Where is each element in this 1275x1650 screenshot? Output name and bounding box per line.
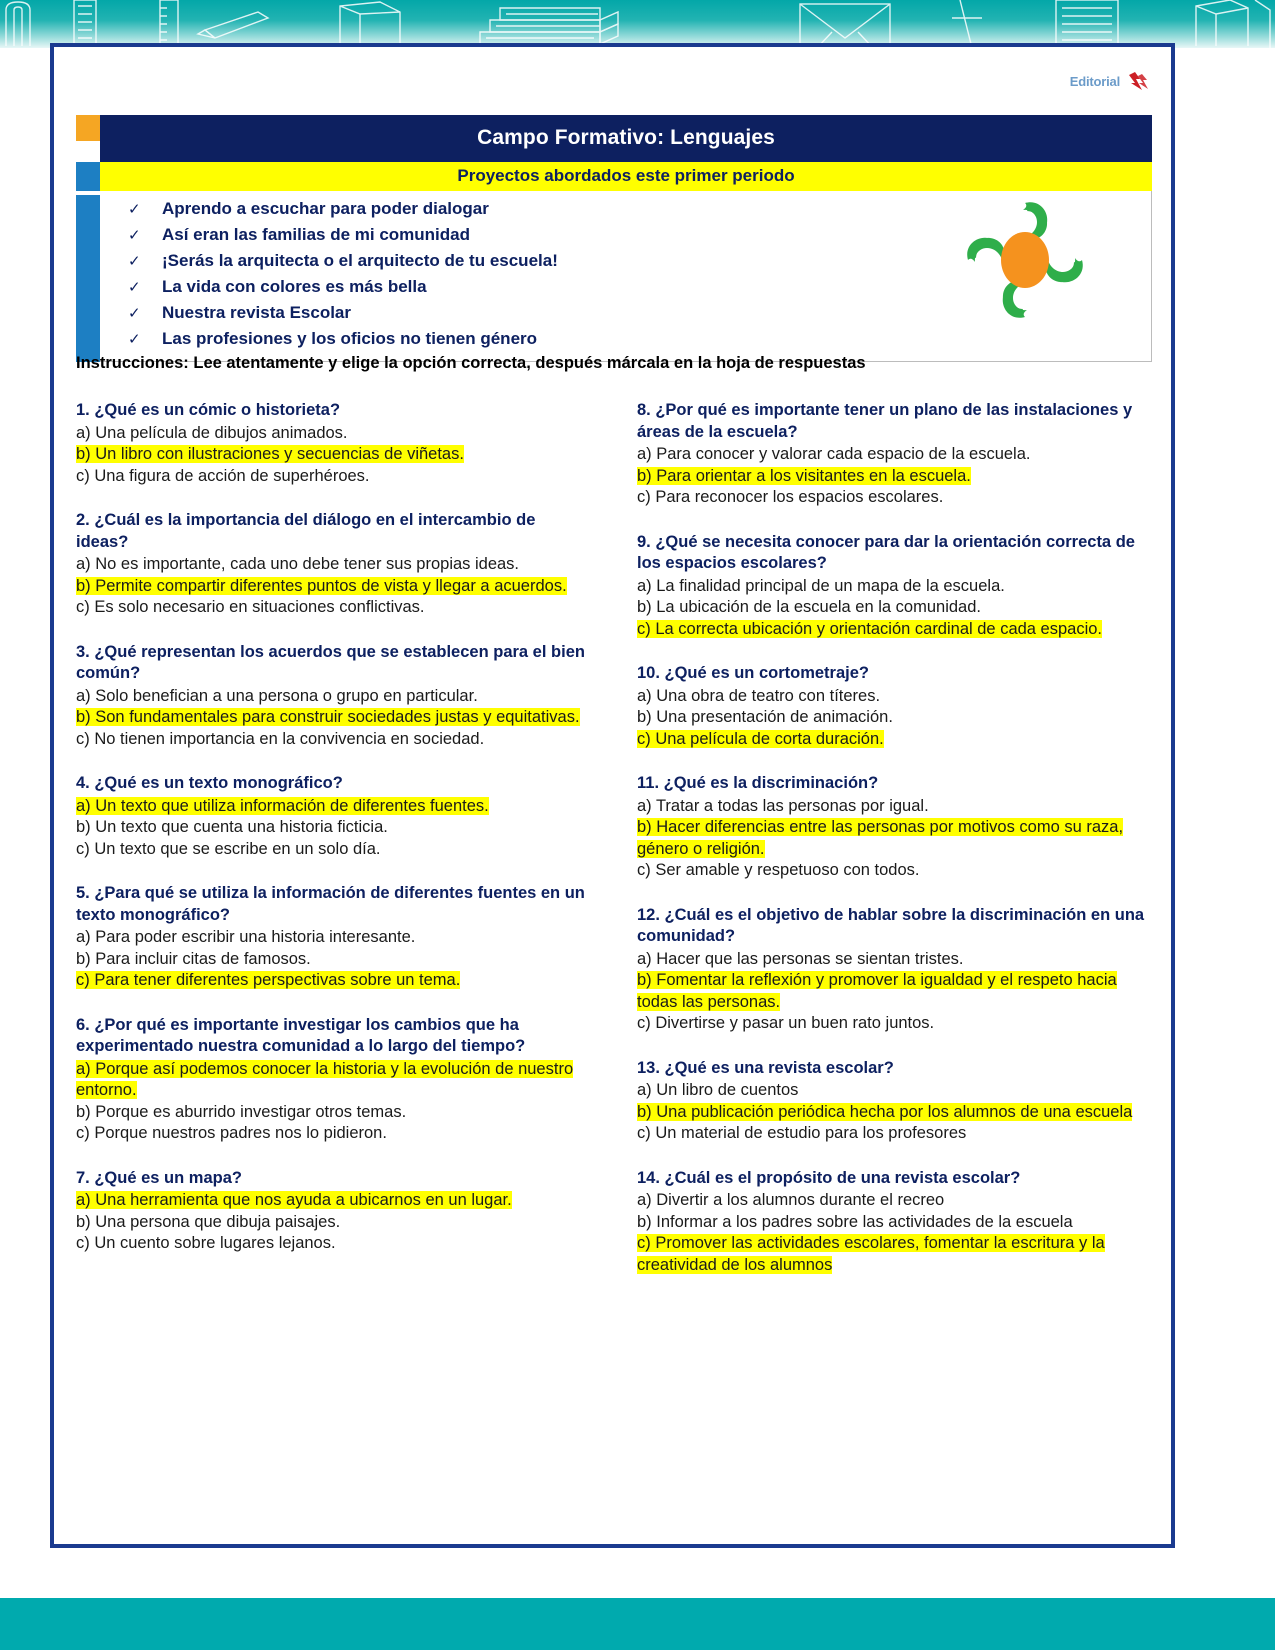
question-text: 10. ¿Qué es un cortometraje?: [637, 664, 869, 682]
answer-option-text: a) Solo benefician a una persona o grupo en particular.: [76, 686, 478, 705]
list-item: [128, 327, 959, 352]
right-question-column: [637, 400, 1152, 1299]
answer-option-text: b) Son fundamentales para construir sociedades justas y equitativas.: [76, 708, 580, 726]
answer-option-text: c) La correcta ubicación y orientación cardinal de cada espacio.: [637, 619, 1103, 638]
answer-option[interactable]: [637, 576, 1152, 598]
check-icon: ✓: [128, 253, 141, 270]
green-petals-orange-center-logo-icon: [959, 191, 1151, 328]
question-text: 1. ¿Qué es un cómic o historieta?: [76, 401, 341, 419]
question-text: 11. ¿Qué es la discriminación?: [637, 774, 879, 792]
answer-option-text: c) Para tener diferentes perspectivas sobre un tema.: [76, 971, 461, 989]
header-subtitle: Proyectos abordados este primer periodo: [100, 162, 1152, 191]
answer-option-text: c) Un material de estudio para los profesores: [637, 1124, 967, 1142]
answer-option-text: c) Promover las actividades escolares, fomentar la escritura y la creatividad de los alumnos: [637, 1234, 1105, 1274]
answer-option-text: a) Una obra de teatro con títeres.: [637, 686, 881, 705]
answer-option-text: a) Porque así podemos conocer la historia y la evolución de nuestro entorno.: [76, 1059, 574, 1099]
answer-option-text: c) Un cuento sobre lugares lejanos.: [76, 1234, 336, 1252]
header-chip-blue-col-2: [76, 191, 100, 362]
header-subtitle-row: [76, 162, 1152, 191]
answer-option-highlighted[interactable]: [76, 1190, 591, 1212]
answer-option-highlighted[interactable]: [637, 817, 1152, 860]
answer-option[interactable]: [637, 487, 1152, 509]
question-block: [637, 1168, 1152, 1277]
answer-option-text: a) Una herramienta que nos ayuda a ubicarnos en un lugar.: [76, 1191, 512, 1209]
check-icon: ✓: [128, 201, 141, 218]
project-label: Así eran las familias de mi comunidad: [162, 225, 470, 244]
answer-option-highlighted[interactable]: [637, 970, 1152, 1013]
answer-option-text: c) Porque nuestros padres nos lo pidieron.: [76, 1124, 387, 1142]
header-body: [100, 191, 1152, 362]
project-label: La vida con colores es más bella: [162, 277, 427, 296]
question-text: 12. ¿Cuál es el objetivo de hablar sobre la discriminación en una comunidad?: [637, 905, 1145, 945]
answer-option-text: b) Para orientar a los visitantes en la escuela.: [637, 466, 971, 485]
answer-option-text: c) Para reconocer los espacios escolares.: [637, 488, 944, 506]
answer-option-text: c) Divertirse y pasar un buen rato juntos.: [637, 1014, 935, 1032]
question-block: [76, 510, 591, 619]
question-text: 9. ¿Qué se necesita conocer para dar la orientación correcta de los espacios escolares?: [637, 532, 1135, 572]
answer-option-text: a) Hacer que las personas se sientan tristes.: [637, 949, 964, 968]
answer-option-highlighted[interactable]: [76, 1059, 591, 1102]
answer-option[interactable]: [637, 597, 1152, 619]
answer-option[interactable]: [76, 597, 591, 619]
check-icon: ✓: [128, 331, 141, 348]
header-chip-blue-col-1: [76, 162, 100, 191]
answer-option[interactable]: [76, 423, 591, 445]
answer-option-text: a) Divertir a los alumnos durante el recreo: [637, 1191, 945, 1209]
answer-option-text: a) Para poder escribir una historia interesante.: [76, 928, 416, 946]
campo-formativo-header: [76, 115, 1152, 362]
answer-option-text: a) Un texto que utiliza información de diferentes fuentes.: [76, 796, 489, 815]
school-supplies-pattern-icon: [0, 0, 1275, 48]
answer-option[interactable]: [76, 1123, 591, 1145]
question-text: 6. ¿Por qué es importante investigar los cambios que ha experimentado nuestra comunidad a lo largo del tiempo?: [76, 1015, 526, 1055]
answer-option-highlighted[interactable]: [637, 466, 1152, 488]
question-text: 3. ¿Qué representan los acuerdos que se establecen para el bien común?: [76, 642, 585, 682]
answer-option[interactable]: [637, 1190, 1152, 1212]
answer-option-text: b) Fomentar la reflexión y promover la igualdad y el respeto hacia todas las personas.: [637, 971, 1117, 1011]
question-text: 13. ¿Qué es una revista escolar?: [637, 1058, 894, 1077]
answer-option[interactable]: [637, 1013, 1152, 1035]
answer-option-highlighted[interactable]: [637, 619, 1152, 641]
list-item: [128, 275, 959, 300]
answer-option-text: a) Tratar a todas las personas por igual.: [637, 796, 929, 815]
answer-option[interactable]: [76, 686, 591, 708]
answer-option-text: a) La finalidad principal de un mapa de la escuela.: [637, 576, 1005, 595]
answer-option-text: c) No tienen importancia en la convivencia en sociedad.: [76, 729, 485, 748]
answer-option-text: b) Un texto que cuenta una historia ficticia.: [76, 818, 388, 836]
list-item: [128, 301, 959, 326]
question-block: [637, 773, 1152, 882]
worksheet-page-frame: [50, 43, 1175, 1548]
answer-option-text: b) Permite compartir diferentes puntos de vista y llegar a acuerdos.: [76, 576, 567, 595]
editorial-logo-text: Editorial: [1069, 73, 1120, 89]
answer-option-text: b) Una persona que dibuja paisajes.: [76, 1212, 341, 1231]
check-icon: ✓: [128, 227, 141, 244]
orange-chip: [76, 115, 100, 141]
answer-option-text: b) Para incluir citas de famosos.: [76, 949, 311, 968]
answer-option[interactable]: [76, 817, 591, 839]
answer-option-highlighted[interactable]: [76, 796, 591, 818]
project-label: Nuestra revista Escolar: [162, 303, 351, 322]
answer-option[interactable]: [637, 949, 1152, 971]
question-block: [76, 642, 591, 751]
answer-option[interactable]: [637, 860, 1152, 882]
answer-option-text: c) Un texto que se escribe en un solo día.: [76, 839, 381, 858]
answer-option-highlighted[interactable]: [637, 729, 1152, 751]
project-label: Las profesiones y los oficios no tienen género: [162, 329, 538, 348]
header-chip-orange-col: [76, 115, 100, 162]
answer-option-text: a) Para conocer y valorar cada espacio de la escuela.: [637, 445, 1031, 463]
question-block: [76, 1015, 591, 1145]
answer-option[interactable]: [76, 927, 591, 949]
check-icon: ✓: [128, 279, 141, 296]
question-block: [637, 663, 1152, 750]
question-block: [637, 400, 1152, 509]
answer-option[interactable]: [76, 839, 591, 861]
check-icon: ✓: [128, 305, 141, 322]
question-text: 2. ¿Cuál es la importancia del diálogo en el intercambio de ideas?: [76, 511, 536, 551]
answer-option[interactable]: [637, 1123, 1152, 1145]
question-text: 8. ¿Por qué es importante tener un plano de las instalaciones y áreas de la escuela?: [637, 401, 1133, 441]
questions-columns: [76, 400, 1152, 1299]
project-label: ¡Serás la arquitecta o el arquitecto de tu escuela!: [162, 251, 558, 270]
answer-option-highlighted[interactable]: [76, 970, 591, 992]
answer-option[interactable]: [76, 554, 591, 576]
left-question-column: [76, 400, 591, 1299]
blue-chip-top: [76, 162, 100, 191]
question-text: 7. ¿Qué es un mapa?: [76, 1168, 242, 1187]
answer-option[interactable]: [76, 949, 591, 971]
answer-option-highlighted[interactable]: [637, 1102, 1152, 1124]
answer-option-highlighted[interactable]: [76, 707, 591, 729]
question-text: 4. ¿Qué es un texto monográfico?: [76, 774, 343, 792]
header-title-row: [76, 115, 1152, 162]
answer-option-text: b) Una presentación de animación.: [637, 708, 893, 726]
question-block: [637, 905, 1152, 1035]
answer-option-text: a) Una película de dibujos animados.: [76, 423, 348, 442]
answer-option[interactable]: [637, 796, 1152, 818]
answer-option[interactable]: [637, 707, 1152, 729]
answer-option-text: b) Un libro con ilustraciones y secuencias de viñetas.: [76, 445, 464, 463]
list-item: [128, 197, 959, 222]
instructions-text: Instrucciones: Lee atentamente y elige la opción correcta, después márcala en la hoja de respuestas: [76, 354, 866, 372]
bottom-teal-band: [0, 1598, 1275, 1650]
question-block: [76, 1168, 591, 1255]
answer-option-highlighted[interactable]: [76, 576, 591, 598]
answer-option[interactable]: [637, 1080, 1152, 1102]
question-text: 5. ¿Para qué se utiliza la información de diferentes fuentes en un texto monográfico?: [76, 884, 585, 924]
answer-option[interactable]: [76, 1212, 591, 1234]
question-block: [76, 883, 591, 992]
answer-option-text: a) No es importante, cada uno debe tener sus propias ideas.: [76, 555, 520, 573]
list-item: [128, 249, 959, 274]
editorial-logo: [1070, 71, 1149, 91]
answer-option[interactable]: [76, 1233, 591, 1255]
top-decorative-banner: [0, 0, 1275, 48]
question-block: [637, 532, 1152, 641]
answer-option[interactable]: [76, 729, 591, 751]
list-item: [128, 223, 959, 248]
header-title: Campo Formativo: Lenguajes: [100, 115, 1152, 162]
answer-option-text: a) Un libro de cuentos: [637, 1081, 799, 1099]
answer-option-text: b) La ubicación de la escuela en la comunidad.: [637, 598, 981, 616]
answer-option[interactable]: [637, 686, 1152, 708]
question-block: [637, 1058, 1152, 1145]
answer-option[interactable]: [76, 1102, 591, 1124]
header-body-row: [76, 191, 1152, 362]
question-block: [76, 400, 591, 487]
projects-list: [100, 191, 959, 361]
answer-option-text: c) Una figura de acción de superhéroes.: [76, 466, 370, 485]
answer-option-text: b) Porque es aburrido investigar otros temas.: [76, 1102, 407, 1121]
answer-option-text: c) Ser amable y respetuoso con todos.: [637, 861, 920, 879]
red-flame-mark-icon: [1123, 71, 1149, 91]
answer-option-highlighted[interactable]: [76, 444, 591, 466]
project-label: Aprendo a escuchar para poder dialogar: [162, 199, 489, 218]
answer-option[interactable]: [637, 444, 1152, 466]
answer-option[interactable]: [637, 1212, 1152, 1234]
answer-option[interactable]: [76, 466, 591, 488]
answer-option-text: b) Una publicación periódica hecha por los alumnos de una escuela: [637, 1102, 1133, 1121]
answer-option-text: c) Es solo necesario en situaciones conflictivas.: [76, 598, 425, 616]
answer-option-text: b) Informar a los padres sobre las actividades de la escuela: [637, 1212, 1073, 1231]
answer-option-text: c) Una película de corta duración.: [637, 729, 884, 748]
answer-option-highlighted[interactable]: [637, 1233, 1152, 1276]
blue-chip-body: [76, 195, 100, 362]
answer-option-text: b) Hacer diferencias entre las personas por motivos como su raza, género o religión.: [637, 818, 1124, 858]
question-text: 14. ¿Cuál es el propósito de una revista escolar?: [637, 1168, 1021, 1187]
question-block: [76, 773, 591, 860]
